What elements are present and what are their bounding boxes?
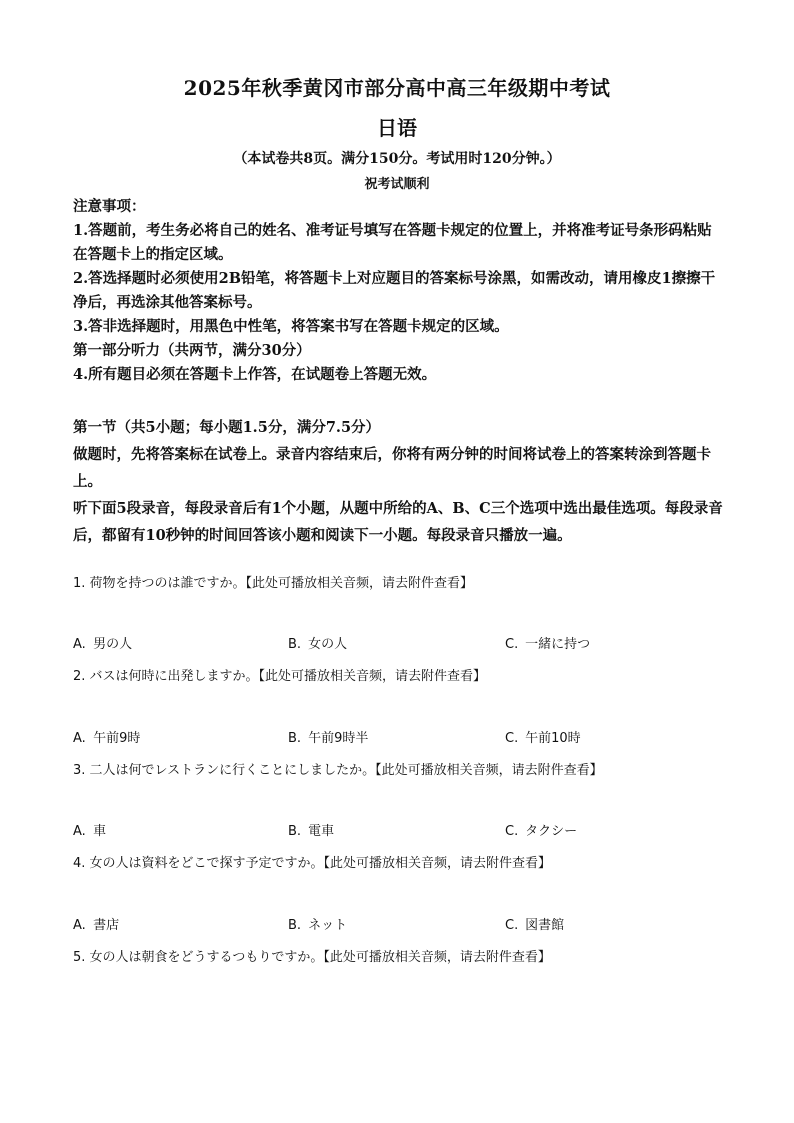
question-1-options (73, 633, 723, 651)
section1-block (73, 414, 723, 549)
subject-title: 日语 (377, 116, 417, 140)
question-2: 2. バスは何時に出発しますか。【此处可播放相关音频，请去附件查看】 (73, 669, 487, 684)
question-4-options (73, 914, 723, 932)
question-2-options (73, 727, 723, 745)
section-heading: 第一节（共5小题；每小题1.5分，满分7.5分） (73, 419, 381, 436)
option-c[interactable]: C. 午前10時 (505, 731, 581, 746)
question-3: 3. 二人は何でレストランに行くことにしましたか。【此处可播放相关音频，请去附件查看】 (73, 763, 603, 778)
note-line: 4.所有题目必须在答题卡上作答，在试题卷上答题无效。 (73, 366, 437, 383)
option-b[interactable]: B. 電車 (288, 824, 335, 839)
option-a[interactable]: A. 午前9時 (73, 731, 141, 746)
option-b[interactable]: B. 女の人 (288, 637, 348, 652)
question-3-options (73, 820, 723, 838)
option-a[interactable]: A. 書店 (73, 918, 120, 933)
option-c[interactable]: C. 一緒に持つ (505, 637, 591, 652)
note-line: 2.答选择题时必须使用2B铅笔，将答题卡上对应题目的答案标号涂黑，如需改动，请用橡皮1擦擦干净后，再选涂其他答案标号。 (73, 270, 716, 311)
option-a[interactable]: A. 車 (73, 824, 107, 839)
option-b[interactable]: B. ネット (288, 918, 348, 933)
notes-block (73, 195, 723, 387)
exam-title: 2025年秋季黄冈市部分高中高三年级期中考试 (183, 76, 611, 100)
note-line: 1.答题前，考生务必将自己的姓名、准考证号填写在答题卡规定的位置上，并将准考证号条形码粘贴在答题卡上的指定区域。 (73, 222, 712, 263)
section-instruction: 听下面5段录音，每段录音后有1个小题，从题中所给的A、B、C三个选项中选出最佳选项。每段录音后，都留有10秒钟的时间回答该小题和阅读下一小题。每段录音只播放一遍。 (73, 500, 723, 544)
exam-meta: （本试卷共8页。满分150分。考试用时120分钟。） (233, 151, 561, 167)
notes-heading: 注意事项： (73, 198, 146, 215)
option-a[interactable]: A. 男の人 (73, 637, 133, 652)
question-4: 4. 女の人は資料をどこで探す予定ですか。【此处可播放相关音频，请去附件查看】 (73, 856, 552, 871)
note-line: 第一部分听力（共两节，满分30分） (73, 342, 311, 359)
option-c[interactable]: C. 図書館 (505, 918, 565, 933)
option-b[interactable]: B. 午前9時半 (288, 731, 369, 746)
section-instruction: 做题时，先将答案标在试卷上。录音内容结束后，你将有两分钟的时间将试卷上的答案转涂到答题卡上。 (73, 446, 711, 490)
question-1: 1. 荷物を持つのは誰ですか。【此处可播放相关音频，请去附件查看】 (73, 576, 474, 591)
option-c[interactable]: C. タクシー (505, 824, 578, 839)
good-luck-text: 祝考试顺利 (364, 177, 430, 192)
note-line: 3.答非选择题时，用黑色中性笔，将答案书写在答题卡规定的区域。 (73, 318, 509, 335)
question-5: 5. 女の人は朝食をどうするつもりですか。【此处可播放相关音频，请去附件查看】 (73, 950, 551, 965)
